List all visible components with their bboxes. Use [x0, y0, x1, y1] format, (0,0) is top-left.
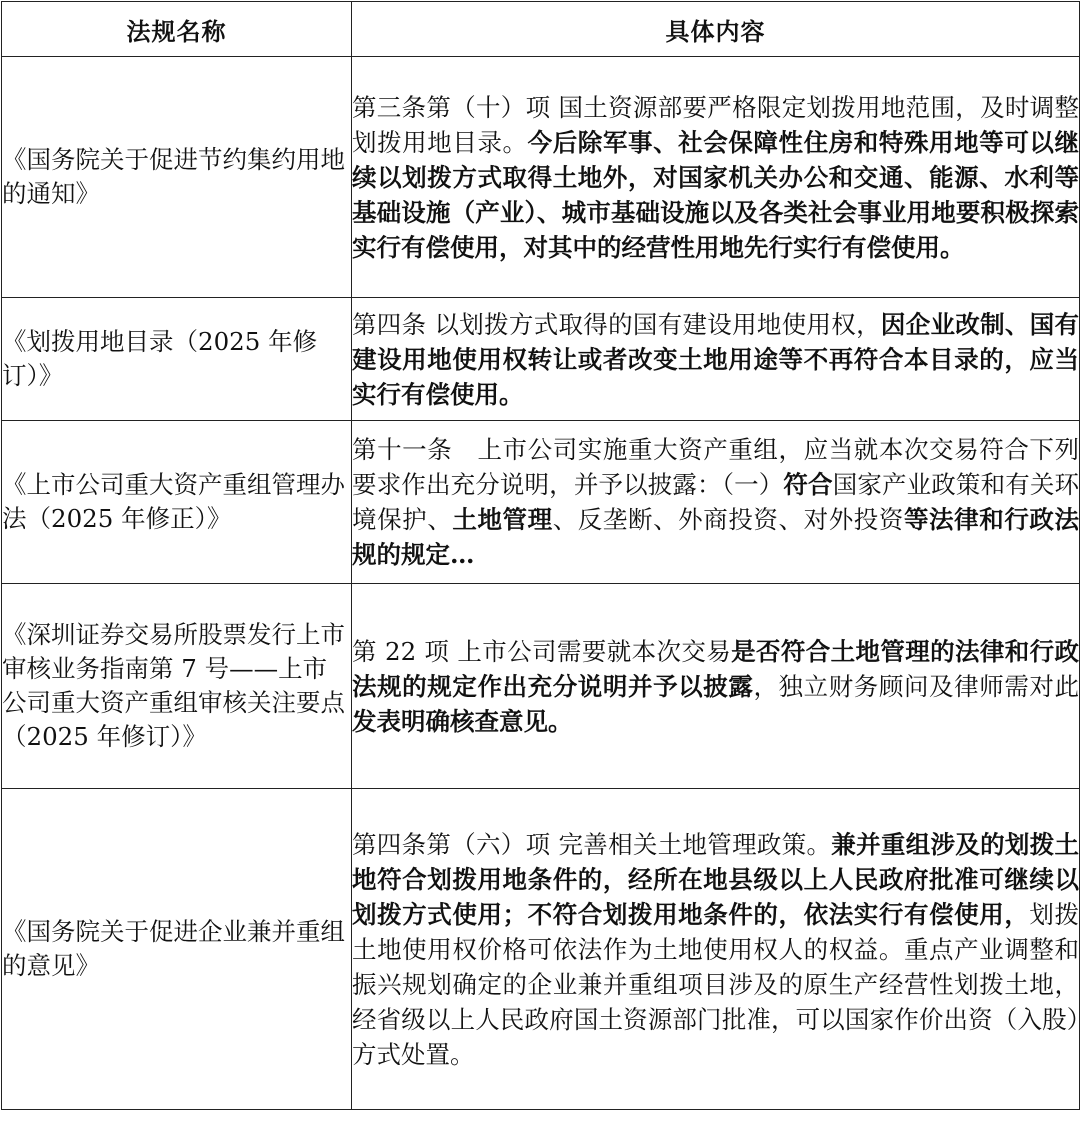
content-segment: 国家产业政策和有关环境保护、	[352, 470, 1080, 534]
table-row	[2, 57, 1080, 298]
content-segment-emphasis: 发表明确核查意见。	[352, 706, 573, 736]
table-row	[2, 584, 1080, 789]
content-segment: 第三条第（十）项 国土资源部要严格限定划拨用地范围，及时调整划拨用地目录。	[352, 92, 1079, 157]
content-segment-emphasis: 今后除军事、社会保障性住房和特殊用地等可以继续以划拨方式取得土地外，对国家机关办公和交通、能源、水利等基础设施（产业）、城市基础设施以及各类社会事业用地要积极探索实行有偿使用，对其中的经营性用地先行实行有偿使用。	[352, 127, 1079, 262]
regulation-name: 《上市公司重大资产重组管理办法（2025 年修正）》	[2, 421, 352, 584]
table-row	[2, 789, 1080, 1110]
content-segment-emphasis: 是否符合土地管理的法律和行政法规的规定作出充分说明并予以披露	[352, 636, 1080, 701]
regulation-name: 《国务院关于促进企业兼并重组的意见》	[2, 789, 352, 1110]
content-segment: 划拨土地使用权价格可依法作为土地使用权人的权益。重点产业调整和振兴规划确定的企业兼并重组项目涉及的原生产经营性划拨土地，经省级以上人民政府国土资源部门批准，可以国家作价出资（入股）方式处置。	[352, 899, 1080, 1069]
content-segment: 第十一条 上市公司实施重大资产重组，应当就本次交易符合下列要求作出充分说明，并予以披露：（一）	[352, 435, 1079, 499]
column-header-content: 具体内容	[352, 2, 1080, 57]
content-segment: ，独立财务顾问及律师需对此	[753, 671, 1080, 701]
content-segment: 第 22 项 上市公司需要就本次交易	[352, 636, 732, 666]
content-segment-emphasis: 等法律和行政法规的规定…	[352, 505, 1080, 569]
regulation-name: 《国务院关于促进节约集约用地的通知》	[2, 57, 352, 298]
content-segment: 第四条 以划拨方式取得的国有建设用地使用权，	[352, 309, 881, 339]
table-row	[2, 298, 1080, 421]
table-header-row	[2, 2, 1080, 57]
regulation-name: 《划拨用地目录（2025 年修订）》	[2, 298, 352, 421]
content-segment-emphasis: 因企业改制、国有建设用地使用权转让或者改变土地用途等不再符合本目录的，应当实行有偿使用。	[352, 309, 1079, 409]
regulations-table	[1, 1, 1080, 1110]
content-segment-emphasis: 兼并重组涉及的划拨土地符合划拨用地条件的，经所在地县级以上人民政府批准可继续以划拨方式使用；不符合划拨用地条件的，依法实行有偿使用，	[352, 829, 1079, 929]
regulation-content	[352, 421, 1080, 584]
regulation-content	[352, 789, 1080, 1110]
column-header-name: 法规名称	[2, 2, 352, 57]
content-segment: 第四条第（六）项 完善相关土地管理政策。	[352, 829, 832, 859]
content-segment: 、反垄断、外商投资、对外投资	[552, 505, 904, 534]
regulation-content	[352, 57, 1080, 298]
regulation-content	[352, 298, 1080, 421]
regulation-content	[352, 584, 1080, 789]
table-row	[2, 421, 1080, 584]
regulation-name: 《深圳证券交易所股票发行上市审核业务指南第 7 号——上市公司重大资产重组审核关注要点（2025 年修订）》	[2, 584, 352, 789]
content-segment-emphasis: 土地管理	[452, 505, 553, 534]
content-segment-emphasis: 符合	[783, 470, 833, 499]
